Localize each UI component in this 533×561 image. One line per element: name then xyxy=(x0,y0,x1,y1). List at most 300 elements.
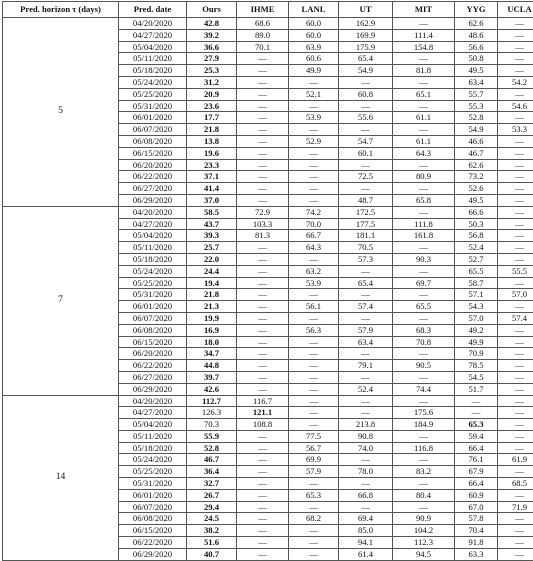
yyg-cell: 67.0 xyxy=(455,501,498,513)
mit-cell: 83.2 xyxy=(393,466,455,478)
date-cell: 04/20/2020 xyxy=(119,206,187,218)
ucla-cell: — xyxy=(498,88,533,100)
ucla-cell: — xyxy=(498,348,533,360)
mit-cell: 64.3 xyxy=(393,147,455,159)
ut-cell: 57.3 xyxy=(339,253,393,265)
header-ihme: IHME xyxy=(237,2,289,18)
yyg-cell: 49.2 xyxy=(455,324,498,336)
mit-cell: 111.8 xyxy=(393,218,455,230)
mit-cell: — xyxy=(393,183,455,195)
date-cell: 06/27/2020 xyxy=(119,371,187,383)
mit-cell: 65.5 xyxy=(393,301,455,313)
horizon-cell: 7 xyxy=(3,206,119,395)
ut-cell: 78.0 xyxy=(339,466,393,478)
horizon-cell: 14 xyxy=(3,395,119,560)
mit-cell: — xyxy=(393,76,455,88)
yyg-cell: 50.8 xyxy=(455,53,498,65)
lanl-cell: — xyxy=(289,183,339,195)
yyg-cell: 49.5 xyxy=(455,194,498,206)
ours-cell: 42.6 xyxy=(187,383,237,395)
ihme-cell: — xyxy=(237,135,289,147)
ucla-cell: — xyxy=(498,537,533,549)
ours-cell: 36.4 xyxy=(187,466,237,478)
yyg-cell: — xyxy=(455,395,498,407)
ucla-cell: — xyxy=(498,466,533,478)
yyg-cell: 73.2 xyxy=(455,171,498,183)
lanl-cell: 74.2 xyxy=(289,206,339,218)
yyg-cell: 62.6 xyxy=(455,18,498,30)
ucla-cell: 53.3 xyxy=(498,124,533,136)
mit-cell: 80.4 xyxy=(393,489,455,501)
ihme-cell: — xyxy=(237,454,289,466)
yyg-cell: 57.0 xyxy=(455,312,498,324)
ut-cell: 60.1 xyxy=(339,147,393,159)
ihme-cell: — xyxy=(237,112,289,124)
mit-cell: 175.6 xyxy=(393,407,455,419)
ut-cell: 213.8 xyxy=(339,419,393,431)
ut-cell: 63.4 xyxy=(339,336,393,348)
yyg-cell: 52.4 xyxy=(455,242,498,254)
yyg-cell: 63.4 xyxy=(455,76,498,88)
yyg-cell: 70.4 xyxy=(455,525,498,537)
lanl-cell: — xyxy=(289,548,339,560)
ours-cell: 36.6 xyxy=(187,41,237,53)
mit-cell: 90.5 xyxy=(393,360,455,372)
lanl-cell: — xyxy=(289,371,339,383)
ihme-cell: — xyxy=(237,430,289,442)
ours-cell: 27.9 xyxy=(187,53,237,65)
ihme-cell: — xyxy=(237,312,289,324)
date-cell: 05/31/2020 xyxy=(119,289,187,301)
mit-cell: — xyxy=(393,53,455,65)
lanl-cell: — xyxy=(289,159,339,171)
ucla-cell: — xyxy=(498,159,533,171)
table-row xyxy=(3,206,533,218)
ucla-cell: 68.5 xyxy=(498,478,533,490)
header-ours: Ours xyxy=(187,2,237,18)
ours-cell: 40.7 xyxy=(187,548,237,560)
ut-cell: 60.8 xyxy=(339,88,393,100)
date-cell: 05/24/2020 xyxy=(119,454,187,466)
header-row xyxy=(3,2,533,18)
mit-cell: 74.4 xyxy=(393,383,455,395)
ihme-cell: — xyxy=(237,489,289,501)
ihme-cell: 121.1 xyxy=(237,407,289,419)
ihme-cell: — xyxy=(237,183,289,195)
ours-cell: 38.2 xyxy=(187,525,237,537)
ucla-cell: — xyxy=(498,277,533,289)
lanl-cell: — xyxy=(289,253,339,265)
lanl-cell: 52.9 xyxy=(289,135,339,147)
yyg-cell: 52.8 xyxy=(455,112,498,124)
ihme-cell: 116.7 xyxy=(237,395,289,407)
date-cell: 05/11/2020 xyxy=(119,53,187,65)
date-cell: 06/07/2020 xyxy=(119,312,187,324)
ucla-cell: — xyxy=(498,336,533,348)
ut-cell: 162.9 xyxy=(339,18,393,30)
ut-cell: 74.0 xyxy=(339,442,393,454)
date-cell: 06/01/2020 xyxy=(119,112,187,124)
ours-cell: 44.8 xyxy=(187,360,237,372)
mit-cell: — xyxy=(393,454,455,466)
ut-cell: 69.4 xyxy=(339,513,393,525)
ucla-cell: 61.9 xyxy=(498,454,533,466)
mit-cell: — xyxy=(393,430,455,442)
yyg-cell: 62.6 xyxy=(455,159,498,171)
date-cell: 06/07/2020 xyxy=(119,124,187,136)
lanl-cell: 70.0 xyxy=(289,218,339,230)
ucla-cell: — xyxy=(498,301,533,313)
ut-cell: — xyxy=(339,501,393,513)
date-cell: 06/22/2020 xyxy=(119,360,187,372)
ucla-cell: — xyxy=(498,383,533,395)
ut-cell: 177.5 xyxy=(339,218,393,230)
ucla-cell: — xyxy=(498,230,533,242)
mit-cell: — xyxy=(393,100,455,112)
date-cell: 06/08/2020 xyxy=(119,513,187,525)
mit-cell: — xyxy=(393,18,455,30)
lanl-cell: — xyxy=(289,194,339,206)
yyg-cell: 65.5 xyxy=(455,265,498,277)
ours-cell: 26.7 xyxy=(187,489,237,501)
ihme-cell: — xyxy=(237,525,289,537)
yyg-cell: 65.3 xyxy=(455,419,498,431)
ihme-cell: 68.6 xyxy=(237,18,289,30)
date-cell: 06/29/2020 xyxy=(119,548,187,560)
date-cell: 06/22/2020 xyxy=(119,171,187,183)
lanl-cell: — xyxy=(289,501,339,513)
ours-cell: 32.7 xyxy=(187,478,237,490)
yyg-cell: 49.9 xyxy=(455,336,498,348)
lanl-cell: — xyxy=(289,537,339,549)
mit-cell: 184.9 xyxy=(393,419,455,431)
date-cell: 04/27/2020 xyxy=(119,29,187,41)
yyg-cell: 60.9 xyxy=(455,489,498,501)
yyg-cell: 66.4 xyxy=(455,442,498,454)
date-cell: 05/31/2020 xyxy=(119,478,187,490)
mit-cell: 154.8 xyxy=(393,41,455,53)
ihme-cell: — xyxy=(237,53,289,65)
date-cell: 05/31/2020 xyxy=(119,100,187,112)
lanl-cell: — xyxy=(289,76,339,88)
mit-cell: 104.2 xyxy=(393,525,455,537)
ours-cell: 24.4 xyxy=(187,265,237,277)
yyg-cell: 57.1 xyxy=(455,289,498,301)
ut-cell: — xyxy=(339,100,393,112)
lanl-cell: 56.3 xyxy=(289,324,339,336)
ihme-cell: — xyxy=(237,548,289,560)
ihme-cell: — xyxy=(237,76,289,88)
ut-cell: — xyxy=(339,265,393,277)
lanl-cell: — xyxy=(289,407,339,419)
mit-cell: 68.3 xyxy=(393,324,455,336)
yyg-cell: 49.5 xyxy=(455,65,498,77)
ut-cell: 90.8 xyxy=(339,430,393,442)
ucla-cell: — xyxy=(498,218,533,230)
ihme-cell: — xyxy=(237,466,289,478)
mit-cell: — xyxy=(393,265,455,277)
yyg-cell: 46.7 xyxy=(455,147,498,159)
ihme-cell: — xyxy=(237,265,289,277)
ihme-cell: — xyxy=(237,537,289,549)
date-cell: 06/29/2020 xyxy=(119,194,187,206)
ut-cell: 172.5 xyxy=(339,206,393,218)
ihme-cell: — xyxy=(237,336,289,348)
ihme-cell: — xyxy=(237,360,289,372)
ut-cell: — xyxy=(339,76,393,88)
ut-cell: 94.1 xyxy=(339,537,393,549)
date-cell: 04/27/2020 xyxy=(119,407,187,419)
header-mit: MIT xyxy=(393,2,455,18)
ours-cell: 41.4 xyxy=(187,183,237,195)
mit-cell: — xyxy=(393,501,455,513)
mit-cell: — xyxy=(393,206,455,218)
date-cell: 06/20/2020 xyxy=(119,348,187,360)
date-cell: 05/25/2020 xyxy=(119,277,187,289)
mit-cell: 65.8 xyxy=(393,194,455,206)
ihme-cell: — xyxy=(237,65,289,77)
ucla-cell: — xyxy=(498,419,533,431)
yyg-cell: 91.8 xyxy=(455,537,498,549)
ours-cell: 31.2 xyxy=(187,76,237,88)
lanl-cell: 64.3 xyxy=(289,242,339,254)
lanl-cell: 60.0 xyxy=(289,29,339,41)
mit-cell: 61.1 xyxy=(393,112,455,124)
yyg-cell: — xyxy=(455,407,498,419)
header-date: Pred. date xyxy=(119,2,187,18)
ours-cell: 19.4 xyxy=(187,277,237,289)
ours-cell: 112.7 xyxy=(187,395,237,407)
date-cell: 06/15/2020 xyxy=(119,336,187,348)
ut-cell: — xyxy=(339,348,393,360)
lanl-cell: 63.2 xyxy=(289,265,339,277)
date-cell: 06/20/2020 xyxy=(119,159,187,171)
yyg-cell: 67.9 xyxy=(455,466,498,478)
yyg-cell: 52.7 xyxy=(455,253,498,265)
mit-cell: 116.8 xyxy=(393,442,455,454)
table-body xyxy=(3,18,533,561)
ours-cell: 24.5 xyxy=(187,513,237,525)
lanl-cell: — xyxy=(289,478,339,490)
ucla-cell: 54.2 xyxy=(498,76,533,88)
ucla-cell: — xyxy=(498,242,533,254)
header-ut: UT xyxy=(339,2,393,18)
ours-cell: 19.6 xyxy=(187,147,237,159)
ucla-cell: — xyxy=(498,53,533,65)
lanl-cell: — xyxy=(289,383,339,395)
ihme-cell: — xyxy=(237,147,289,159)
yyg-cell: 59.4 xyxy=(455,430,498,442)
yyg-cell: 55.3 xyxy=(455,100,498,112)
yyg-cell: 51.7 xyxy=(455,383,498,395)
date-cell: 05/24/2020 xyxy=(119,76,187,88)
ihme-cell: — xyxy=(237,253,289,265)
ut-cell: 57.4 xyxy=(339,301,393,313)
mit-cell: 94.5 xyxy=(393,548,455,560)
ihme-cell: — xyxy=(237,301,289,313)
ours-cell: 17.7 xyxy=(187,112,237,124)
ut-cell: — xyxy=(339,407,393,419)
lanl-cell: 52.1 xyxy=(289,88,339,100)
ours-cell: 21.3 xyxy=(187,301,237,313)
ours-cell: 55.9 xyxy=(187,430,237,442)
ihme-cell: — xyxy=(237,88,289,100)
ihme-cell: — xyxy=(237,478,289,490)
lanl-cell: 56.1 xyxy=(289,301,339,313)
date-cell: 06/15/2020 xyxy=(119,147,187,159)
ours-cell: 16.9 xyxy=(187,324,237,336)
yyg-cell: 56.6 xyxy=(455,41,498,53)
mit-cell: 65.1 xyxy=(393,88,455,100)
ut-cell: — xyxy=(339,289,393,301)
lanl-cell: — xyxy=(289,124,339,136)
yyg-cell: 57.8 xyxy=(455,513,498,525)
yyg-cell: 50.3 xyxy=(455,218,498,230)
ucla-cell: — xyxy=(498,253,533,265)
ihme-cell: — xyxy=(237,442,289,454)
date-cell: 05/18/2020 xyxy=(119,442,187,454)
date-cell: 06/22/2020 xyxy=(119,537,187,549)
yyg-cell: 63.3 xyxy=(455,548,498,560)
lanl-cell: — xyxy=(289,336,339,348)
ut-cell: 65.4 xyxy=(339,53,393,65)
ihme-cell: — xyxy=(237,277,289,289)
date-cell: 05/18/2020 xyxy=(119,253,187,265)
lanl-cell: 77.5 xyxy=(289,430,339,442)
date-cell: 05/04/2020 xyxy=(119,419,187,431)
ours-cell: 43.7 xyxy=(187,218,237,230)
ucla-cell: — xyxy=(498,29,533,41)
mit-cell: — xyxy=(393,371,455,383)
ucla-cell: — xyxy=(498,147,533,159)
date-cell: 06/27/2020 xyxy=(119,183,187,195)
yyg-cell: 66.4 xyxy=(455,478,498,490)
ihme-cell: — xyxy=(237,159,289,171)
date-cell: 06/08/2020 xyxy=(119,324,187,336)
lanl-cell: 49.9 xyxy=(289,65,339,77)
header-ucla: UCLA xyxy=(498,2,533,18)
date-cell: 06/15/2020 xyxy=(119,525,187,537)
ut-cell: 79.1 xyxy=(339,360,393,372)
ucla-cell: 54.6 xyxy=(498,100,533,112)
date-cell: 05/11/2020 xyxy=(119,430,187,442)
lanl-cell: 66.7 xyxy=(289,230,339,242)
header-horizon: Pred. horizon τ (days) xyxy=(3,2,119,18)
mit-cell: 112.3 xyxy=(393,537,455,549)
ucla-cell: — xyxy=(498,206,533,218)
ours-cell: 23.3 xyxy=(187,159,237,171)
ucla-cell: — xyxy=(498,171,533,183)
ours-cell: 58.5 xyxy=(187,206,237,218)
ours-cell: 39.7 xyxy=(187,371,237,383)
mit-cell: — xyxy=(393,242,455,254)
ihme-cell: 70.1 xyxy=(237,41,289,53)
ucla-cell: 57.4 xyxy=(498,312,533,324)
ut-cell: — xyxy=(339,371,393,383)
ucla-cell: 57.0 xyxy=(498,289,533,301)
lanl-cell: — xyxy=(289,100,339,112)
date-cell: 06/01/2020 xyxy=(119,489,187,501)
yyg-cell: 78.5 xyxy=(455,360,498,372)
date-cell: 06/29/2020 xyxy=(119,383,187,395)
ours-cell: 25.3 xyxy=(187,65,237,77)
ours-cell: 13.8 xyxy=(187,135,237,147)
yyg-cell: 70.9 xyxy=(455,348,498,360)
ut-cell: — xyxy=(339,159,393,171)
ours-cell: 52.8 xyxy=(187,442,237,454)
ut-cell: — xyxy=(339,395,393,407)
ours-cell: 46.7 xyxy=(187,454,237,466)
date-cell: 04/20/2020 xyxy=(119,18,187,30)
ut-cell: 61.4 xyxy=(339,548,393,560)
ours-cell: 25.7 xyxy=(187,242,237,254)
ihme-cell: — xyxy=(237,513,289,525)
ucla-cell: — xyxy=(498,407,533,419)
ut-cell: 57.9 xyxy=(339,324,393,336)
ut-cell: 72.5 xyxy=(339,171,393,183)
date-cell: 05/24/2020 xyxy=(119,265,187,277)
ucla-cell: — xyxy=(498,430,533,442)
header-lanl: LANL xyxy=(289,2,339,18)
lanl-cell: — xyxy=(289,171,339,183)
ucla-cell: — xyxy=(498,65,533,77)
ours-cell: 42.8 xyxy=(187,18,237,30)
date-cell: 04/27/2020 xyxy=(119,218,187,230)
ut-cell: 169.9 xyxy=(339,29,393,41)
ours-cell: 22.0 xyxy=(187,253,237,265)
date-cell: 05/18/2020 xyxy=(119,65,187,77)
ucla-cell: — xyxy=(498,112,533,124)
ucla-cell: 55.5 xyxy=(498,265,533,277)
date-cell: 04/20/2020 xyxy=(119,395,187,407)
ucla-cell: — xyxy=(498,442,533,454)
ours-cell: 20.9 xyxy=(187,88,237,100)
ucla-cell: — xyxy=(498,371,533,383)
ucla-cell: — xyxy=(498,548,533,560)
ucla-cell: — xyxy=(498,18,533,30)
mit-cell: — xyxy=(393,312,455,324)
ours-cell: 21.8 xyxy=(187,289,237,301)
date-cell: 06/01/2020 xyxy=(119,301,187,313)
ihme-cell: — xyxy=(237,124,289,136)
ut-cell: 54.7 xyxy=(339,135,393,147)
date-cell: 05/04/2020 xyxy=(119,230,187,242)
mit-cell: 90.9 xyxy=(393,513,455,525)
mit-cell: 90.3 xyxy=(393,253,455,265)
ucla-cell: — xyxy=(498,183,533,195)
ihme-cell: 72.9 xyxy=(237,206,289,218)
lanl-cell: 53.9 xyxy=(289,112,339,124)
yyg-cell: 66.6 xyxy=(455,206,498,218)
mit-cell: — xyxy=(393,124,455,136)
horizon-cell: 5 xyxy=(3,18,119,207)
prediction-error-table xyxy=(2,1,533,561)
lanl-cell: 56.7 xyxy=(289,442,339,454)
ihme-cell: — xyxy=(237,324,289,336)
ut-cell: — xyxy=(339,454,393,466)
lanl-cell: 69.9 xyxy=(289,454,339,466)
ours-cell: 37.0 xyxy=(187,194,237,206)
ours-cell: 34.7 xyxy=(187,348,237,360)
ihme-cell: — xyxy=(237,100,289,112)
lanl-cell: 63.9 xyxy=(289,41,339,53)
ours-cell: 18.0 xyxy=(187,336,237,348)
lanl-cell: 65.3 xyxy=(289,489,339,501)
ucla-cell: — xyxy=(498,135,533,147)
yyg-cell: 48.6 xyxy=(455,29,498,41)
date-cell: 06/08/2020 xyxy=(119,135,187,147)
ucla-cell: — xyxy=(498,489,533,501)
